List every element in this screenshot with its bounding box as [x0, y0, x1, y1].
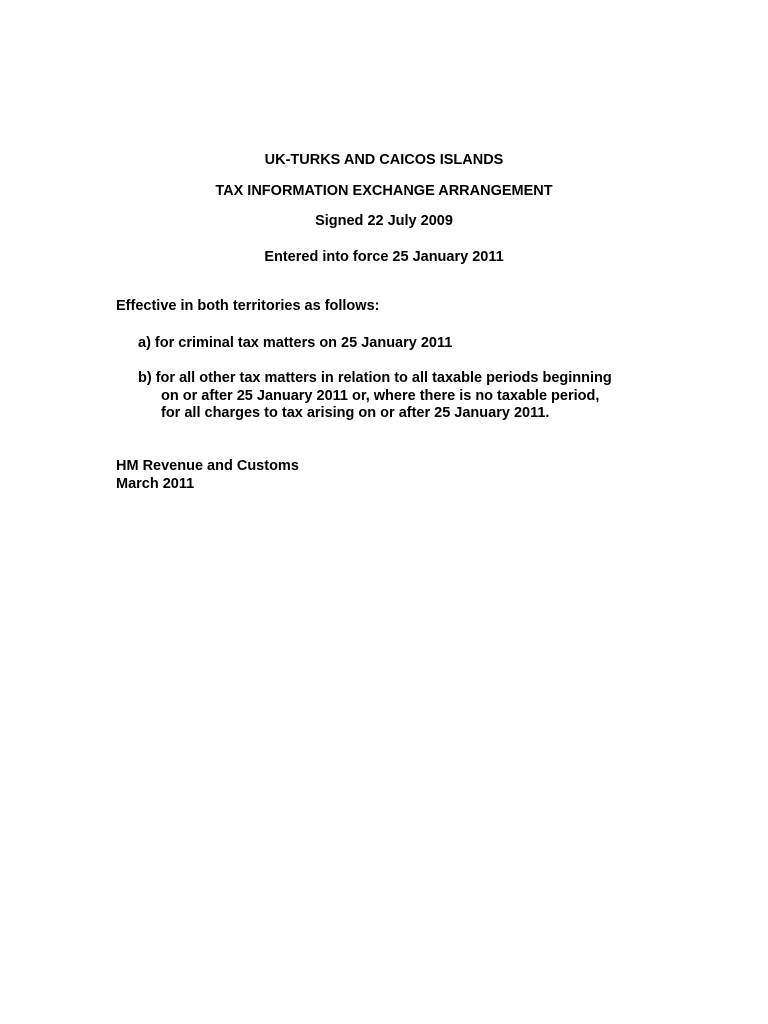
entry-into-force-date: Entered into force 25 January 2011 [264, 249, 504, 265]
issuer-name: HM Revenue and Customs [116, 458, 299, 474]
list-item-b-line-2: on or after 25 January 2011 or, where there is no taxable period, [161, 388, 600, 404]
issue-date: March 2011 [116, 476, 195, 492]
list-item-a: a) for criminal tax matters on 25 January 2011 [138, 335, 453, 351]
document-title: UK-TURKS AND CAICOS ISLANDS [264, 152, 504, 168]
list-item-b-line-3: for all charges to tax arising on or after 25 January 2011. [161, 405, 550, 421]
signed-date: Signed 22 July 2009 [315, 213, 453, 229]
document-subtitle: TAX INFORMATION EXCHANGE ARRANGEMENT [215, 183, 553, 199]
effective-intro: Effective in both territories as follows: [116, 298, 380, 314]
list-item-b-line-1: b) for all other tax matters in relation to all taxable periods beginning [138, 370, 612, 386]
